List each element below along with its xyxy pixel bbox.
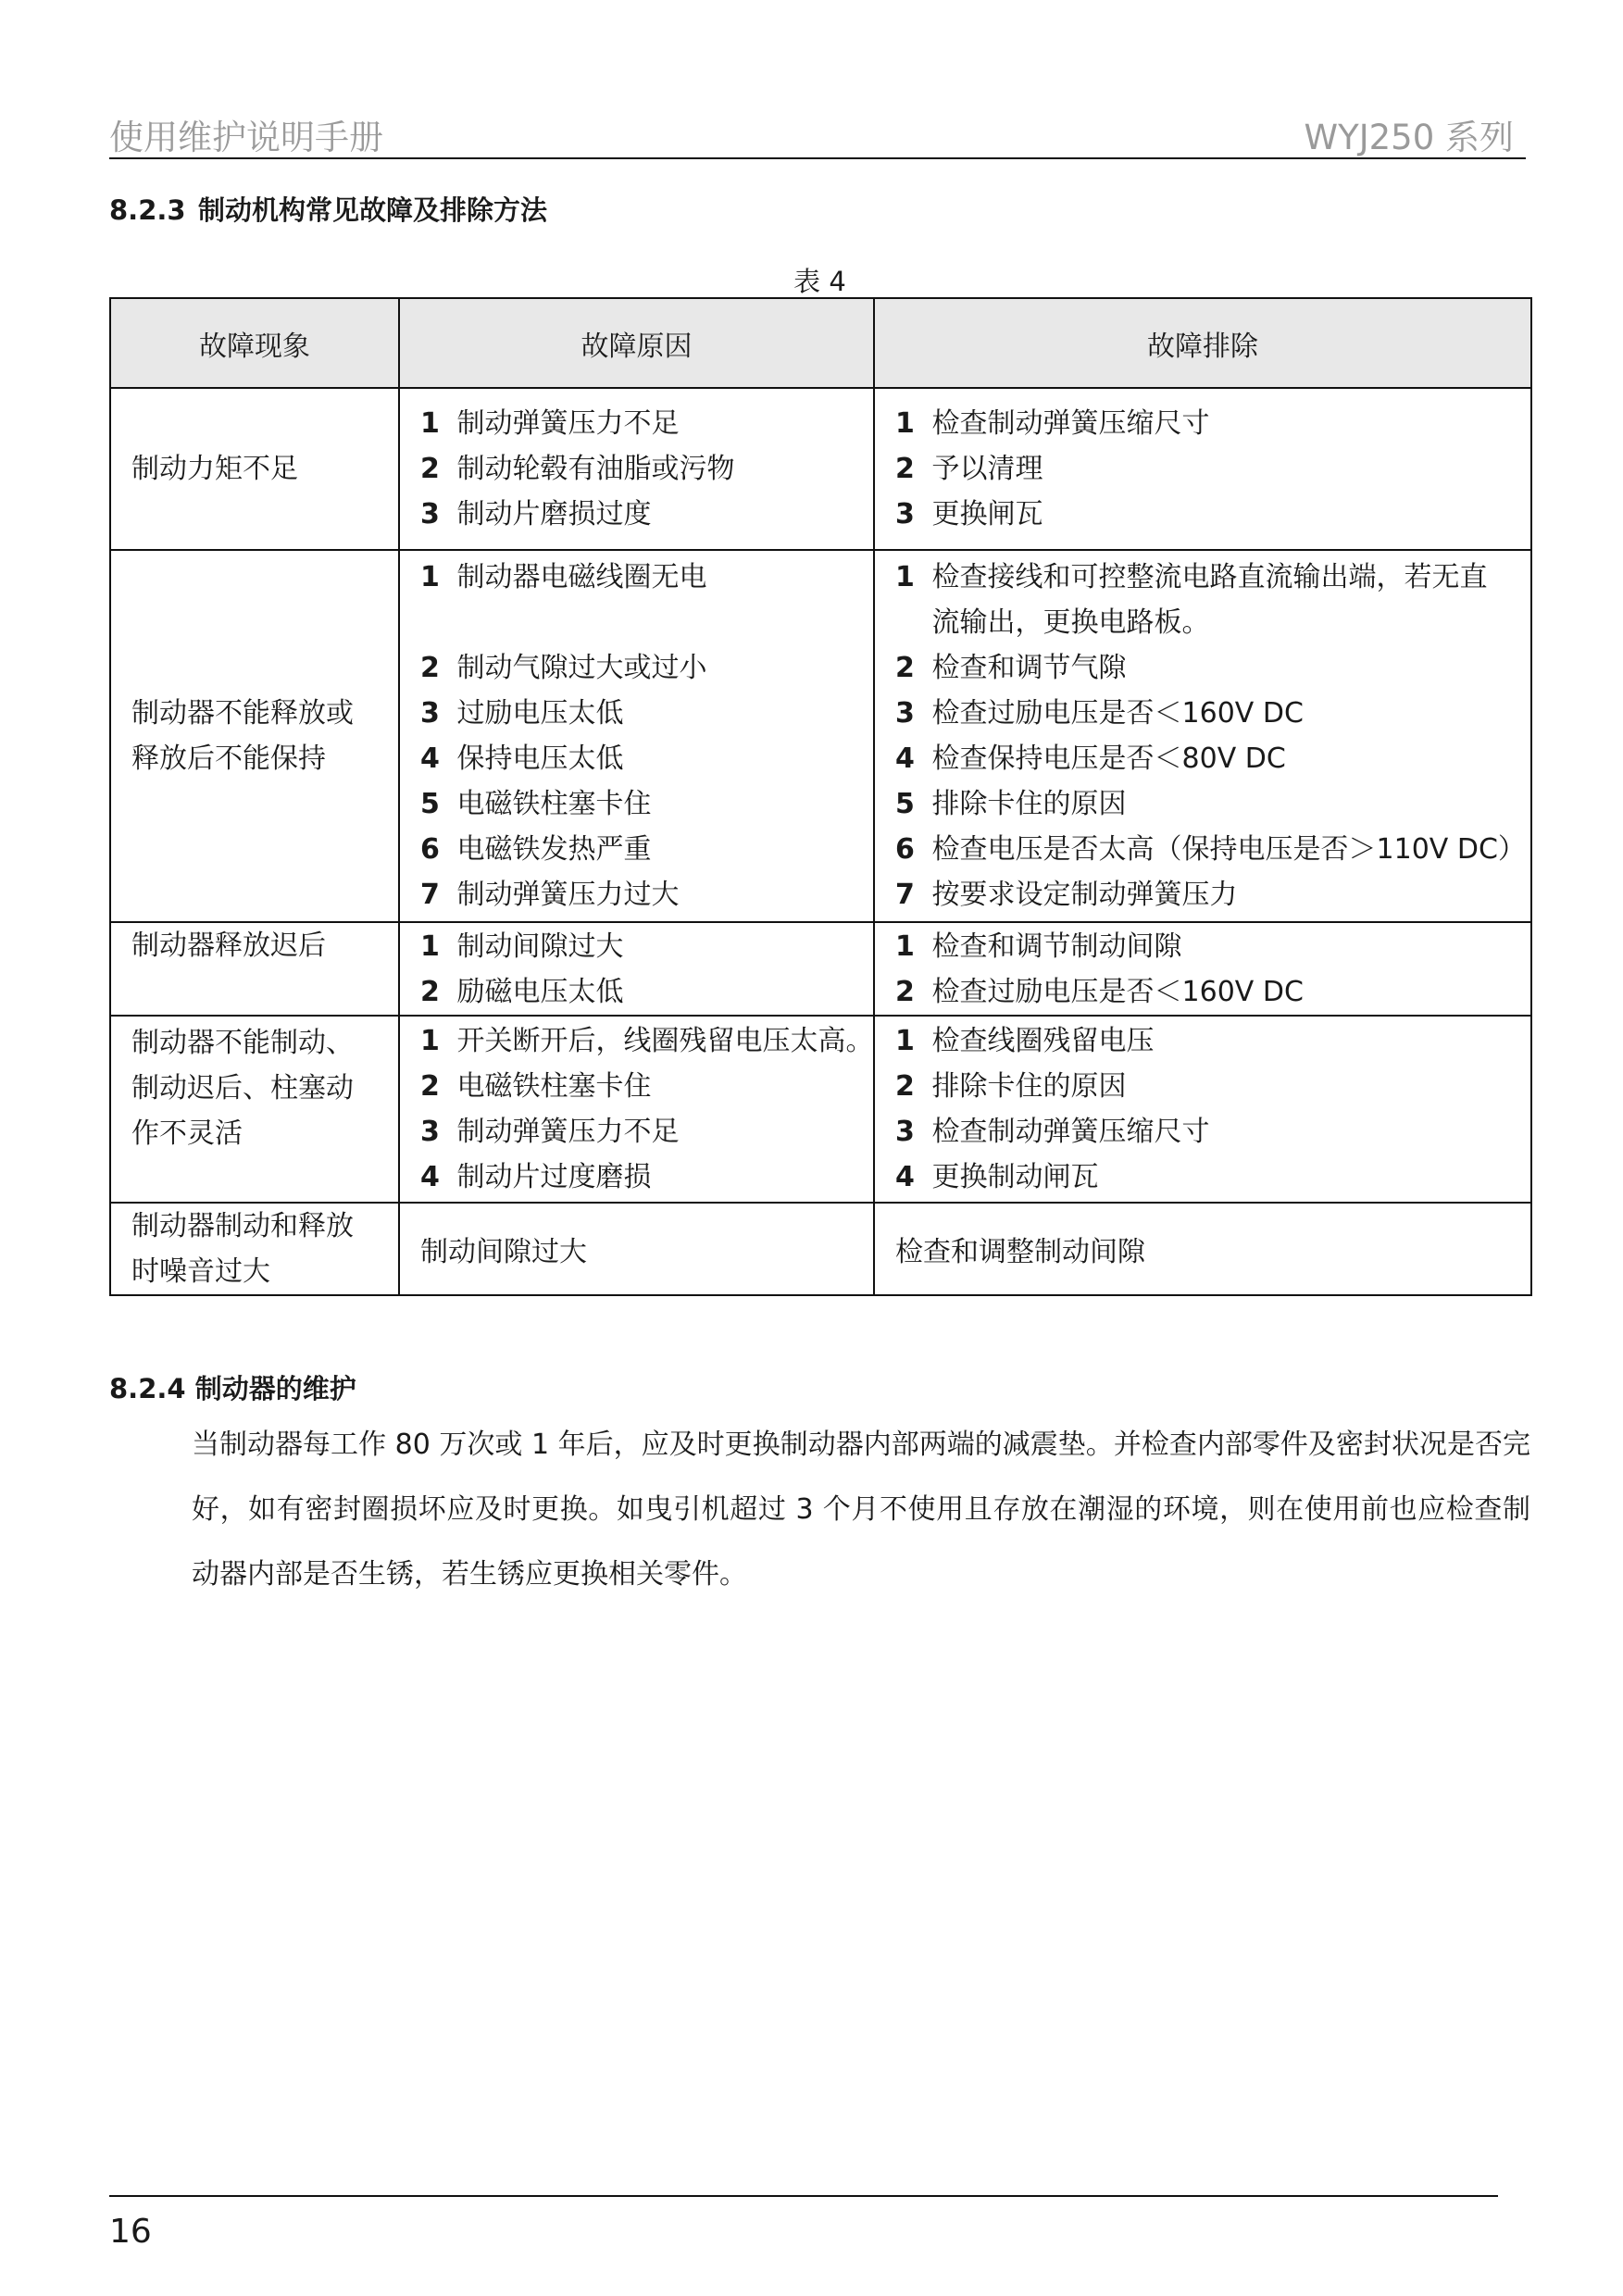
page-number: 16 xyxy=(109,2213,152,2251)
cause-item: 1 制动器电磁线圈无电 xyxy=(420,561,707,593)
remedy-item: 4 更换制动闸瓦 xyxy=(895,1161,1099,1193)
remedy-item: 5 排除卡住的原因 xyxy=(895,788,1127,820)
remedy-cell xyxy=(874,922,1531,1016)
header-rule xyxy=(109,157,1526,159)
symptom-cell: 制动器不能释放或释放后不能保持 xyxy=(110,550,399,922)
table-row xyxy=(110,388,1531,550)
cause-item: 3 制动弹簧压力不足 xyxy=(420,1116,680,1148)
cause-cell xyxy=(399,388,874,550)
remedy-item: 3 更换闸瓦 xyxy=(895,498,1043,530)
symptom-cell: 制动力矩不足 xyxy=(110,388,399,550)
cause-item: 7 制动弹簧压力过大 xyxy=(420,879,680,911)
table-header-row xyxy=(110,298,1531,388)
section-title: 制动器的维护 xyxy=(194,1373,356,1404)
cause-item: 6 电磁铁发热严重 xyxy=(420,833,652,866)
cause-item: 4 制动片过度磨损 xyxy=(420,1161,652,1193)
cause-item: 2 制动轮毂有油脂或污物 xyxy=(420,453,735,485)
remedy-cell: 检查和调整制动间隙 xyxy=(874,1203,1531,1295)
remedy-item: 1 检查和调节制动间隙 xyxy=(895,930,1182,963)
symptom-cell: 制动器释放迟后 xyxy=(110,922,399,1016)
table-row xyxy=(110,1016,1531,1203)
maintenance-paragraph: 当制动器每工作 80 万次或 1 年后，应及时更换制动器内部两端的减震垫。并检查内部零件及密封状况是否完好，如有密封圈损坏应及时更换。如曳引机超过 3 个月不使用且存放在潮湿的环境，则在使用前也应检查制动器内部是否生锈，若生锈应更换相关零件。 xyxy=(192,1429,1530,1591)
remedy-item: 1 检查接线和可控整流电路直流输出端，若无直流输出，更换电路板。 xyxy=(895,561,1488,639)
remedy-item: 7 按要求设定制动弹簧压力 xyxy=(895,879,1238,911)
cause-item: 1 开关断开后，线圈残留电压太高。 xyxy=(420,1025,874,1057)
remedy-item: 2 排除卡住的原因 xyxy=(895,1070,1127,1103)
cause-cell xyxy=(399,1016,874,1203)
section-number: 8.2.4 xyxy=(109,1373,186,1404)
cause-item: 3 过励电压太低 xyxy=(420,697,624,730)
cause-item: 2 电磁铁柱塞卡住 xyxy=(420,1070,652,1103)
cause-cell xyxy=(399,550,874,922)
cause-item: 1 制动间隙过大 xyxy=(420,930,624,963)
remedy-item: 2 予以清理 xyxy=(895,453,1043,485)
section-heading-8-2-3 xyxy=(109,190,547,228)
fault-table xyxy=(109,297,1532,1296)
remedy-item: 2 检查过励电压是否＜160V DC xyxy=(895,975,1304,1008)
cause-cell: 制动间隙过大 xyxy=(399,1203,874,1295)
cause-item: 4 保持电压太低 xyxy=(420,742,624,775)
section-heading-8-2-4 xyxy=(109,1368,356,1406)
cause-item: 3 制动片磨损过度 xyxy=(420,498,652,530)
cause-item: 2 励磁电压太低 xyxy=(420,975,624,1008)
remedy-item: 1 检查制动弹簧压缩尺寸 xyxy=(895,407,1210,440)
remedy-cell xyxy=(874,550,1531,922)
remedy-item: 2 检查和调节气隙 xyxy=(895,652,1127,684)
remedy-cell xyxy=(874,1016,1531,1203)
section-title: 制动机构常见故障及排除方法 xyxy=(198,194,548,226)
table-caption: 表 4 xyxy=(793,266,846,297)
column-header: 故障现象 xyxy=(110,298,399,388)
column-header: 故障排除 xyxy=(874,298,1531,388)
header-manual-title: 使用维护说明手册 xyxy=(109,118,383,157)
footer-rule xyxy=(109,2195,1498,2197)
remedy-item: 3 检查过励电压是否＜160V DC xyxy=(895,697,1304,730)
cause-item: 5 电磁铁柱塞卡住 xyxy=(420,788,652,820)
table-row xyxy=(110,1203,1531,1295)
remedy-item: 1 检查线圈残留电压 xyxy=(895,1025,1155,1057)
table-row xyxy=(110,922,1531,1016)
cause-item: 2 制动气隙过大或过小 xyxy=(420,652,707,684)
symptom-cell: 制动器制动和释放时噪音过大 xyxy=(110,1203,399,1295)
remedy-item: 3 检查制动弹簧压缩尺寸 xyxy=(895,1116,1210,1148)
cause-cell xyxy=(399,922,874,1016)
cause-item: 1 制动弹簧压力不足 xyxy=(420,407,680,440)
symptom-cell: 制动器不能制动、制动迟后、柱塞动作不灵活 xyxy=(110,1016,399,1203)
remedy-cell xyxy=(874,388,1531,550)
header-series: WYJ250 系列 xyxy=(1304,118,1514,157)
table-row xyxy=(110,550,1531,922)
remedy-item: 4 检查保持电压是否＜80V DC xyxy=(895,742,1286,775)
section-number: 8.2.3 xyxy=(109,194,186,226)
column-header: 故障原因 xyxy=(399,298,874,388)
remedy-item: 6 检查电压是否太高（保持电压是否＞110V DC） xyxy=(895,833,1526,866)
